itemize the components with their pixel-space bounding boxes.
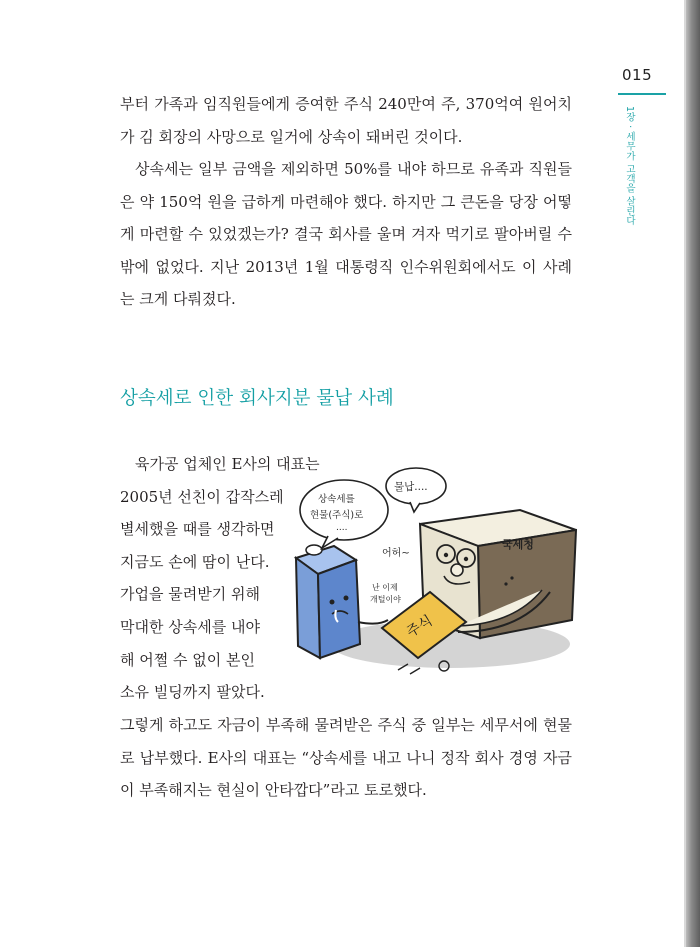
wrap-line: 해 어쩔 수 없이 본인 xyxy=(120,650,255,669)
page-number: 015 xyxy=(622,66,653,84)
paragraph-final: 그렇게 하고도 자금이 부족해 물려받은 주식 중 일부는 세무서에 현물로 납부했다. E사의 대표는 “상속세를 내고 나니 정작 회사 경영 자금이 부족해지는 현실이 안타깝다”라고 토로했다. xyxy=(120,716,572,800)
page-edge xyxy=(686,0,700,947)
right-bubble-text: 물납.... xyxy=(394,481,428,493)
page-number-rule xyxy=(618,93,666,95)
wrap-line: 별세했을 때를 생각하면 xyxy=(120,520,275,539)
wrap-line: 2005년 선친이 갑작스레 xyxy=(120,487,284,506)
tax-office-label: 국세청 xyxy=(502,538,534,551)
wrap-line: 육가공 업체인 E사의 대표는 xyxy=(135,455,320,473)
exclaim-text: 어허~ xyxy=(382,548,410,559)
cartoon-svg xyxy=(280,462,582,684)
wrap-line: 지금도 손에 땀이 난다. xyxy=(120,552,270,571)
running-head: 1장 · 세무가 고객을 살린다 xyxy=(624,106,635,226)
stock-card-label: 주식 xyxy=(404,612,436,641)
wrap-line: 막대한 상속세를 내야 xyxy=(120,617,260,636)
left-bubble-line2: 현물(주식)로 xyxy=(310,510,364,521)
cartoon-illustration xyxy=(280,462,582,684)
paragraph-2: 상속세는 일부 금액을 제외하면 50%를 내야 하므로 유족과 직원들은 약 150억 원을 급하게 마련해야 했다. 하지만 그 큰돈을 당장 어떻게 마련할 수 있었겠는가? 결국 회사를 울며 겨자 먹기로 팔아버릴 수밖에 없었다. 지난 2013년 1월 대통령직 인수위원회에서도 이 사례는 크게 다뤄졌다. xyxy=(120,160,572,309)
wrap-line: 소유 빌딩까지 팔았다. xyxy=(120,683,265,702)
section-heading: 상속세로 인한 회사지분 물납 사례 xyxy=(120,388,394,409)
small-text-line1: 난 이제 xyxy=(372,583,398,592)
small-text-line2: 개털이야 xyxy=(370,595,401,604)
left-bubble-line3: .... xyxy=(336,523,348,533)
wrapped-paragraph xyxy=(120,448,320,709)
wrap-line: 가업을 물려받기 위해 xyxy=(120,585,260,604)
left-bubble-line1: 상속세를 xyxy=(318,494,355,505)
paragraph-1: 부터 가족과 임직원들에게 증여한 주식 240만여 주, 370억여 원어치가 김 회장의 사망으로 일거에 상속이 돼버린 것이다. xyxy=(120,95,572,146)
